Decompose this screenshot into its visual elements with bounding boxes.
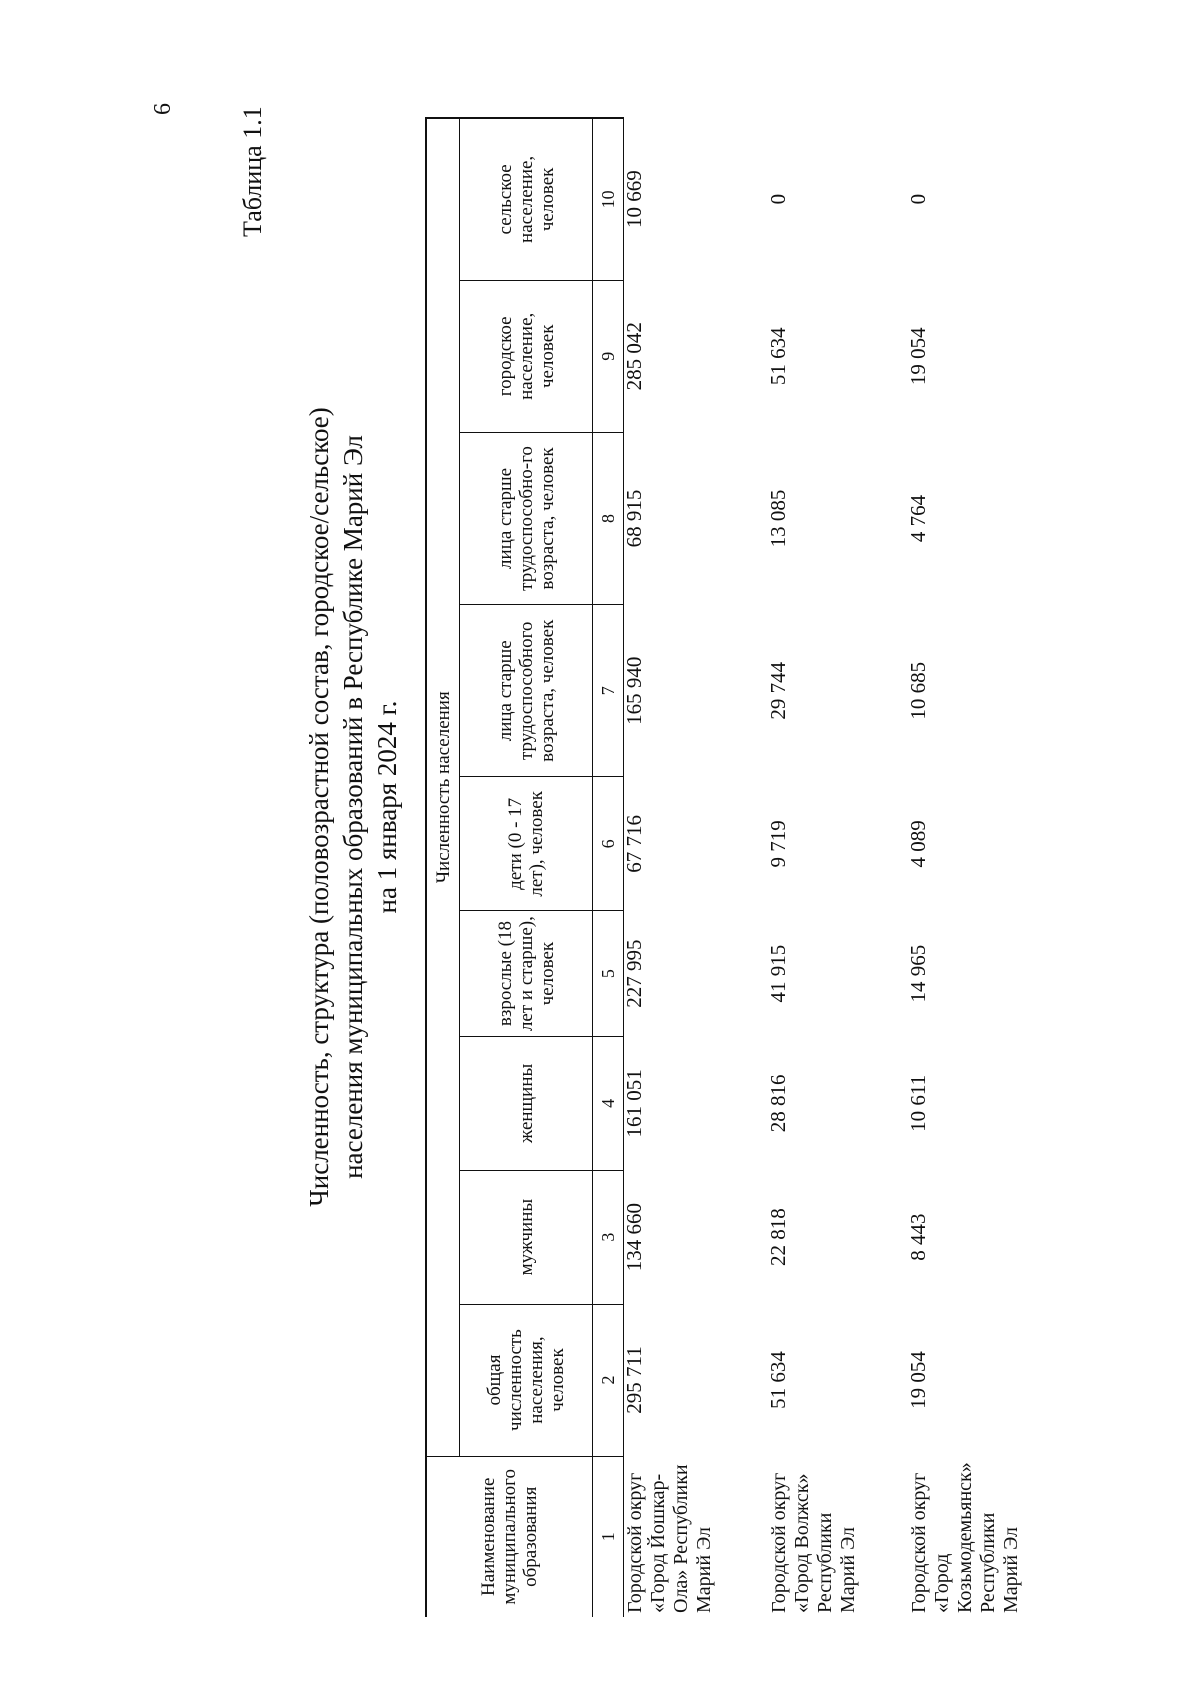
- header-cell: взрослые (18 лет и старше), человек: [460, 911, 593, 1037]
- cell-col7: 29 744: [766, 661, 790, 720]
- cell-total: 295 711: [622, 1346, 646, 1414]
- cell-col8: 13 085: [766, 489, 790, 548]
- cell-women: 161 051: [622, 1069, 646, 1138]
- cell-rural: 10 669: [622, 170, 646, 229]
- cell-adults: 14 965: [906, 944, 930, 1003]
- header-cell: женщины: [460, 1036, 593, 1170]
- cell-women: 10 611: [906, 1074, 930, 1132]
- cell-col7: 10 685: [906, 661, 930, 720]
- municipality-name: Городской округ «Город Козьмодемьянск» Республики Марий Эл: [908, 1462, 1022, 1613]
- municipality-name: Городской округ «Город Волжск» Республики Марий Эл: [768, 1472, 859, 1613]
- column-number: 5: [593, 911, 624, 1037]
- table-title: [302, 77, 404, 1537]
- column-number: 9: [593, 280, 624, 432]
- header-cell: Наименование муниципального образования: [426, 1456, 593, 1617]
- cell-rural: 0: [766, 193, 790, 205]
- page-number: 6: [150, 103, 176, 115]
- cell-col7: 165 940: [622, 656, 646, 725]
- table-row: [624, 118, 769, 1617]
- header-cell: городское население, человек: [460, 280, 593, 432]
- cell-children: 4 089: [906, 820, 930, 868]
- cell-col8: 4 764: [906, 494, 930, 543]
- column-number: 3: [593, 1170, 624, 1304]
- cell-men: 22 818: [766, 1208, 790, 1266]
- cell-urban: 19 054: [906, 327, 930, 386]
- cell-adults: 227 995: [622, 939, 646, 1008]
- header-cell: дети (0 - 17 лет), человек: [460, 777, 593, 911]
- header-cell: сельское население, человек: [460, 118, 593, 280]
- table-row: [768, 118, 908, 1617]
- header-cell: лица старше трудоспособно-го возраста, человек: [460, 432, 593, 604]
- population-table: [425, 117, 1048, 1617]
- title-line: на 1 января 2024 г.: [372, 700, 402, 914]
- header-cell: мужчины: [460, 1170, 593, 1304]
- table-caption: Таблица 1.1: [238, 106, 267, 237]
- title-line: Численность, структура (половозрастной состав, городское/сельское): [304, 407, 334, 1207]
- column-number: 4: [593, 1036, 624, 1170]
- cell-total: 51 634: [766, 1351, 790, 1409]
- cell-col8: 68 915: [622, 489, 646, 548]
- cell-urban: 285 042: [622, 322, 646, 391]
- column-number: 7: [593, 605, 624, 777]
- cell-adults: 41 915: [766, 944, 790, 1003]
- cell-men: 134 660: [622, 1203, 646, 1272]
- cell-men: 8 443: [906, 1213, 930, 1261]
- column-number: 10: [593, 118, 624, 280]
- cell-women: 28 816: [766, 1074, 790, 1133]
- cell-rural: 0: [906, 193, 930, 205]
- title-line: населения муниципальных образований в Республике Марий Эл: [338, 435, 368, 1179]
- cell-children: 9 719: [766, 820, 790, 868]
- column-number: 2: [593, 1304, 624, 1456]
- cell-children: 67 716: [622, 814, 646, 873]
- header-cell: лица старше трудоспособного возраста, человек: [460, 605, 593, 777]
- column-number: 8: [593, 432, 624, 604]
- group-header: Численность населения: [426, 118, 460, 1456]
- cell-urban: 51 634: [766, 327, 790, 386]
- column-number: 6: [593, 777, 624, 911]
- cell-total: 19 054: [906, 1351, 930, 1409]
- header-cell: общая численность населения, человек: [460, 1304, 593, 1456]
- table-row: [908, 118, 1048, 1617]
- column-number: 1: [593, 1456, 624, 1617]
- municipality-name: Городской округ «Город Йошкар-Ола» Республики Марий Эл: [624, 1464, 715, 1613]
